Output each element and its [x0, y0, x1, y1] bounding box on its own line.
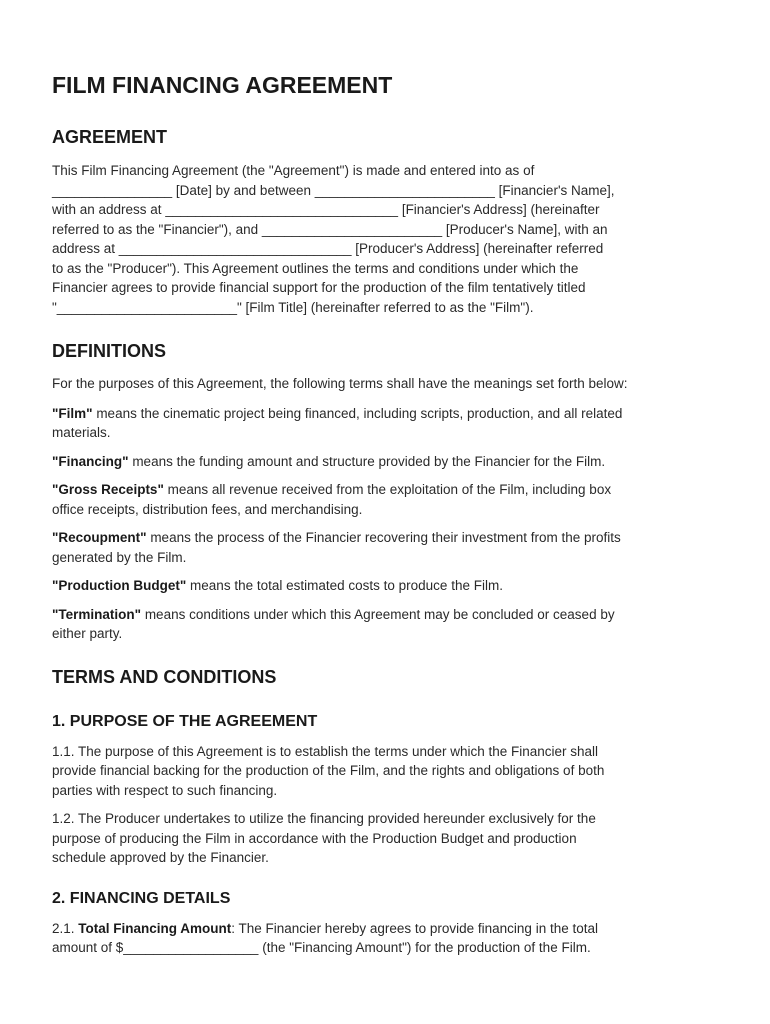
- clause-line: purpose of producing the Film in accordance with the Production Budget and production: [52, 830, 577, 846]
- definition-term: "Film": [52, 405, 93, 421]
- definition-term: "Termination": [52, 606, 142, 622]
- definition-text: means the process of the Financier recovering their investment from the profits: [146, 530, 621, 545]
- definition-text: means conditions under which this Agreement may be concluded or ceased by: [141, 606, 615, 622]
- definition-termination: [52, 605, 720, 644]
- intro-line: This Film Financing Agreement (the "Agreement") is made and entered into as of: [52, 163, 535, 178]
- clause-bold-term: Total Financing Amount: [78, 920, 232, 936]
- document-title: FILM FINANCING AGREEMENT: [52, 72, 393, 98]
- definition-text: means all revenue received from the exploitation of the Film, including box: [163, 482, 612, 497]
- terms-heading: TERMS AND CONDITIONS: [52, 666, 277, 687]
- section-heading-purpose: 1. PURPOSE OF THE AGREEMENT: [52, 712, 318, 730]
- clause-line: : The Financier hereby agrees to provide financing in the total: [231, 920, 598, 936]
- agreement-intro: [52, 161, 720, 317]
- agreement-heading: AGREEMENT: [52, 127, 168, 147]
- definition-text: means the total estimated costs to produce the Film.: [186, 578, 503, 593]
- definitions-lead: For the purposes of this Agreement, the following terms shall have the meanings set forth below:: [52, 376, 628, 391]
- definition-financing: [52, 452, 720, 472]
- intro-line: referred to as the "Financier"), and ________________________ [Producer's Name], with an: [52, 221, 608, 237]
- clause-line: provide financial backing for the production of the Film, and the rights and obligations of both: [52, 763, 605, 778]
- definition-term: "Gross Receipts": [52, 482, 164, 497]
- definition-text: means the funding amount and structure provided by the Financier for the Film.: [128, 453, 606, 469]
- definition-term: "Recoupment": [52, 530, 147, 545]
- intro-line: address at _______________________________ [Producer's Address] (hereinafter referred: [52, 241, 604, 256]
- clause-line: amount of $__________________ (the "Financing Amount") for the production of the Film.: [52, 940, 591, 955]
- definition-term: "Production Budget": [52, 578, 187, 593]
- clause-line: schedule approved by the Financier.: [52, 850, 269, 865]
- clause-2-1: [52, 919, 720, 958]
- clause-1-2: [52, 809, 720, 868]
- intro-line: ________________ [Date] by and between ________________________ [Financier's Name],: [52, 182, 615, 198]
- definition-production-budget: [52, 576, 720, 596]
- definition-text: either party.: [52, 626, 123, 641]
- clause-1-1: [52, 742, 720, 801]
- intro-line: "________________________" [Film Title] (hereinafter referred to as the "Film").: [52, 299, 534, 315]
- section-heading-financing: 2. FINANCING DETAILS: [52, 889, 231, 907]
- definition-text: means the cinematic project being financed, including scripts, production, and all related: [92, 405, 623, 421]
- definition-film: [52, 404, 720, 443]
- document-page: [52, 70, 720, 967]
- clause-line: 1.2. The Producer undertakes to utilize the financing provided hereunder exclusively for the: [52, 811, 596, 826]
- definition-gross-receipts: [52, 480, 720, 519]
- clause-line: parties with respect to such financing.: [52, 782, 278, 798]
- definition-text: office receipts, distribution fees, and merchandising.: [52, 501, 363, 517]
- clause-line: 1.1. The purpose of this Agreement is to establish the terms under which the Financier shall: [52, 743, 599, 759]
- definition-text: generated by the Film.: [52, 549, 187, 565]
- clause-prefix: 2.1.: [52, 920, 79, 936]
- intro-line: Financier agrees to provide financial support for the production of the film tentatively titled: [52, 280, 586, 295]
- definitions-heading: DEFINITIONS: [52, 341, 167, 361]
- definition-text: materials.: [52, 425, 111, 440]
- intro-line: to as the "Producer"). This Agreement outlines the terms and conditions under which the: [52, 260, 579, 276]
- definition-recoupment: [52, 528, 720, 567]
- intro-line: with an address at _______________________________ [Financier's Address] (hereinafter: [52, 202, 600, 217]
- definition-term: "Financing": [52, 453, 129, 469]
